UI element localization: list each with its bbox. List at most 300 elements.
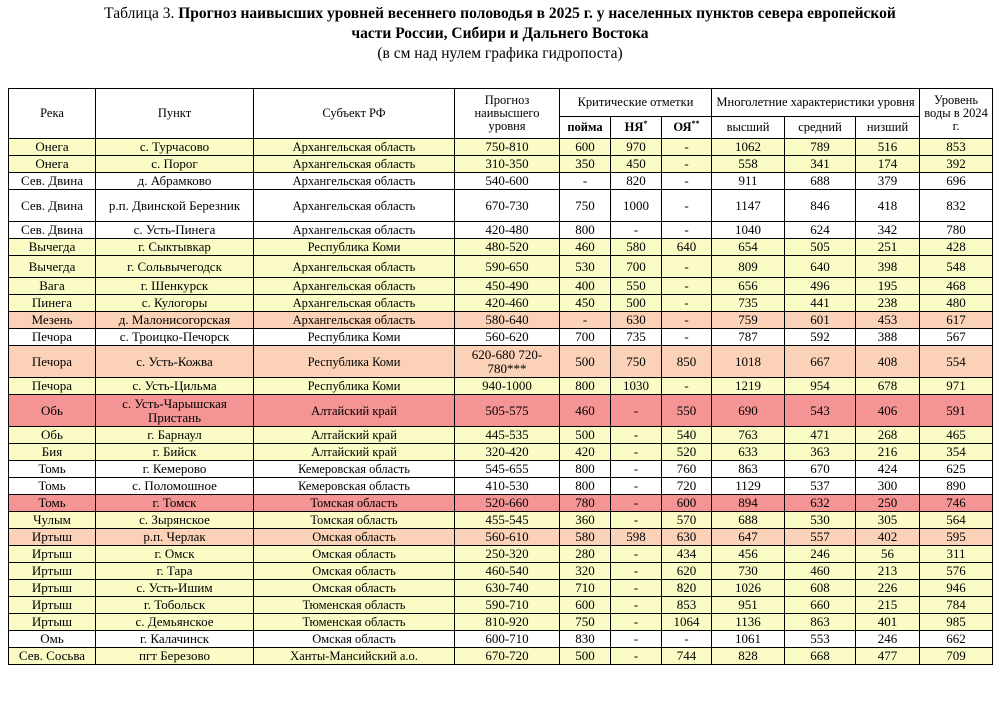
lt-low-cell: 305	[856, 512, 920, 529]
place-cell: г. Томск	[96, 495, 254, 512]
level-2024-cell: 468	[920, 278, 993, 295]
place-cell: г. Тара	[96, 563, 254, 580]
table-row	[9, 395, 993, 427]
nya-cell: 500	[611, 295, 662, 312]
table-row	[9, 444, 993, 461]
river-cell: Сев. Сосьва	[9, 648, 96, 665]
lt-high-cell: 1040	[712, 222, 785, 239]
river-cell: Онега	[9, 156, 96, 173]
lt-high-cell: 647	[712, 529, 785, 546]
oya-cell: -	[662, 190, 712, 222]
oya-cell: 630	[662, 529, 712, 546]
header-oya	[662, 117, 712, 139]
oya-cell: -	[662, 329, 712, 346]
lt-high-cell: 1136	[712, 614, 785, 631]
place-cell: с. Поломошное	[96, 478, 254, 495]
lt-low-cell: 477	[856, 648, 920, 665]
header-oya-text: ОЯ	[673, 120, 692, 134]
lt-mid-cell: 537	[785, 478, 856, 495]
table-row	[9, 461, 993, 478]
header-nya-text: НЯ	[624, 120, 644, 134]
table-row	[9, 546, 993, 563]
river-cell: Томь	[9, 495, 96, 512]
place-cell: д. Малонисогорская	[96, 312, 254, 329]
floodplain-cell: 280	[560, 546, 611, 563]
oya-cell: -	[662, 222, 712, 239]
river-cell: Иртыш	[9, 597, 96, 614]
lt-low-cell: 226	[856, 580, 920, 597]
level-2024-cell: 971	[920, 378, 993, 395]
place-cell: с. Усть-Ишим	[96, 580, 254, 597]
floodplain-cell: 460	[560, 395, 611, 427]
table-row	[9, 329, 993, 346]
nya-cell: -	[611, 563, 662, 580]
level-2024-cell: 696	[920, 173, 993, 190]
region-cell: Алтайский край	[254, 444, 455, 461]
floodplain-cell: 700	[560, 329, 611, 346]
river-cell: Печора	[9, 378, 96, 395]
table-row	[9, 312, 993, 329]
oya-cell: -	[662, 156, 712, 173]
lt-mid-cell: 341	[785, 156, 856, 173]
lt-mid-cell: 557	[785, 529, 856, 546]
forecast-cell: 630-740	[455, 580, 560, 597]
lt-low-cell: 402	[856, 529, 920, 546]
lt-high-cell: 654	[712, 239, 785, 256]
river-cell: Бия	[9, 444, 96, 461]
forecast-cell: 580-640	[455, 312, 560, 329]
lt-mid-cell: 496	[785, 278, 856, 295]
table-row	[9, 239, 993, 256]
lt-high-cell: 735	[712, 295, 785, 312]
lt-high-cell: 828	[712, 648, 785, 665]
level-2024-cell: 780	[920, 222, 993, 239]
lt-high-cell: 911	[712, 173, 785, 190]
oya-cell: 600	[662, 495, 712, 512]
river-cell: Томь	[9, 478, 96, 495]
region-cell: Архангельская область	[254, 139, 455, 156]
table-row	[9, 478, 993, 495]
lt-mid-cell: 954	[785, 378, 856, 395]
level-2024-cell: 946	[920, 580, 993, 597]
region-cell: Тюменская область	[254, 614, 455, 631]
header-level-2024: Уровень воды в 2024 г.	[920, 89, 993, 139]
table-row	[9, 529, 993, 546]
forecast-cell: 750-810	[455, 139, 560, 156]
region-cell: Республика Коми	[254, 329, 455, 346]
caption-title-part2: части России, Сибири и Дальнего Востока	[351, 25, 649, 42]
nya-cell: 820	[611, 173, 662, 190]
lt-high-cell: 759	[712, 312, 785, 329]
oya-cell: -	[662, 173, 712, 190]
lt-high-cell: 809	[712, 256, 785, 278]
region-cell: Омская область	[254, 631, 455, 648]
region-cell: Омская область	[254, 529, 455, 546]
forecast-cell: 600-710	[455, 631, 560, 648]
forecast-cell: 460-540	[455, 563, 560, 580]
level-2024-cell: 784	[920, 597, 993, 614]
river-cell: Мезень	[9, 312, 96, 329]
region-cell: Томская область	[254, 512, 455, 529]
oya-cell: 550	[662, 395, 712, 427]
nya-cell: -	[611, 546, 662, 563]
floodplain-cell: 830	[560, 631, 611, 648]
nya-cell: -	[611, 512, 662, 529]
lt-mid-cell: 363	[785, 444, 856, 461]
region-cell: Республика Коми	[254, 346, 455, 378]
river-cell: Онега	[9, 139, 96, 156]
river-cell: Иртыш	[9, 563, 96, 580]
lt-high-cell: 688	[712, 512, 785, 529]
oya-cell: -	[662, 278, 712, 295]
lt-mid-cell: 846	[785, 190, 856, 222]
oya-cell: 620	[662, 563, 712, 580]
lt-low-cell: 406	[856, 395, 920, 427]
oya-cell: -	[662, 378, 712, 395]
lt-low-cell: 213	[856, 563, 920, 580]
nya-cell: -	[611, 478, 662, 495]
floodplain-cell: 320	[560, 563, 611, 580]
floodplain-cell: 750	[560, 614, 611, 631]
table-row	[9, 563, 993, 580]
level-2024-cell: 617	[920, 312, 993, 329]
nya-cell: -	[611, 427, 662, 444]
river-cell: Иртыш	[9, 529, 96, 546]
nya-cell: 550	[611, 278, 662, 295]
lt-mid-cell: 601	[785, 312, 856, 329]
forecast-cell: 670-720	[455, 648, 560, 665]
lt-high-cell: 456	[712, 546, 785, 563]
river-cell: Сев. Двина	[9, 190, 96, 222]
level-2024-cell: 709	[920, 648, 993, 665]
nya-cell: -	[611, 580, 662, 597]
lt-high-cell: 1219	[712, 378, 785, 395]
nya-cell: 700	[611, 256, 662, 278]
place-cell: г. Сыктывкар	[96, 239, 254, 256]
lt-high-cell: 1018	[712, 346, 785, 378]
level-2024-cell: 554	[920, 346, 993, 378]
river-cell: Печора	[9, 329, 96, 346]
lt-low-cell: 268	[856, 427, 920, 444]
floodplain-cell: 500	[560, 346, 611, 378]
floodplain-cell: -	[560, 312, 611, 329]
place-cell: г. Калачинск	[96, 631, 254, 648]
floodplain-cell: 360	[560, 512, 611, 529]
place-cell: г. Тобольск	[96, 597, 254, 614]
river-cell: Сев. Двина	[9, 173, 96, 190]
region-cell: Архангельская область	[254, 190, 455, 222]
level-2024-cell: 311	[920, 546, 993, 563]
table-row	[9, 580, 993, 597]
oya-cell: -	[662, 631, 712, 648]
floodplain-cell: 800	[560, 378, 611, 395]
lt-mid-cell: 667	[785, 346, 856, 378]
place-cell: с. Усть-Пинега	[96, 222, 254, 239]
lt-low-cell: 398	[856, 256, 920, 278]
lt-low-cell: 174	[856, 156, 920, 173]
floodplain-cell: 780	[560, 495, 611, 512]
nya-cell: 970	[611, 139, 662, 156]
nya-cell: -	[611, 495, 662, 512]
nya-cell: 750	[611, 346, 662, 378]
river-cell: Сев. Двина	[9, 222, 96, 239]
level-2024-cell: 480	[920, 295, 993, 312]
region-cell: Республика Коми	[254, 378, 455, 395]
river-cell: Вага	[9, 278, 96, 295]
place-cell: р.п. Двинской Березник	[96, 190, 254, 222]
forecast-cell: 505-575	[455, 395, 560, 427]
header-lt-low: низший	[856, 117, 920, 139]
oya-cell: 1064	[662, 614, 712, 631]
region-cell: Алтайский край	[254, 395, 455, 427]
place-cell: г. Шенкурск	[96, 278, 254, 295]
header-critical: Критические отметки	[560, 89, 712, 117]
lt-mid-cell: 863	[785, 614, 856, 631]
forecast-cell: 445-535	[455, 427, 560, 444]
lt-high-cell: 1062	[712, 139, 785, 156]
table-row	[9, 156, 993, 173]
place-cell: с. Усть-Цильма	[96, 378, 254, 395]
forecast-cell: 620-680 720-780***	[455, 346, 560, 378]
lt-low-cell: 56	[856, 546, 920, 563]
place-cell: г. Сольвычегодск	[96, 256, 254, 278]
lt-low-cell: 424	[856, 461, 920, 478]
level-2024-cell: 548	[920, 256, 993, 278]
place-cell: д. Абрамково	[96, 173, 254, 190]
table-row	[9, 378, 993, 395]
forecast-cell: 590-710	[455, 597, 560, 614]
forecast-cell: 420-480	[455, 222, 560, 239]
lt-high-cell: 863	[712, 461, 785, 478]
floodplain-cell: 800	[560, 478, 611, 495]
lt-low-cell: 401	[856, 614, 920, 631]
forecast-cell: 250-320	[455, 546, 560, 563]
header-longterm: Многолетние характеристики уровня	[712, 89, 920, 117]
oya-cell: -	[662, 256, 712, 278]
lt-low-cell: 408	[856, 346, 920, 378]
header-oya-mark: **	[691, 118, 700, 128]
table-row	[9, 295, 993, 312]
lt-low-cell: 250	[856, 495, 920, 512]
place-cell: с. Усть-Кожва	[96, 346, 254, 378]
place-cell: г. Барнаул	[96, 427, 254, 444]
lt-mid-cell: 640	[785, 256, 856, 278]
nya-cell: -	[611, 444, 662, 461]
region-cell: Архангельская область	[254, 222, 455, 239]
lt-mid-cell: 592	[785, 329, 856, 346]
lt-low-cell: 678	[856, 378, 920, 395]
table-row	[9, 139, 993, 156]
oya-cell: -	[662, 295, 712, 312]
nya-cell: 598	[611, 529, 662, 546]
forecast-cell: 410-530	[455, 478, 560, 495]
lt-high-cell: 730	[712, 563, 785, 580]
level-2024-cell: 625	[920, 461, 993, 478]
floodplain-cell: 750	[560, 190, 611, 222]
lt-mid-cell: 632	[785, 495, 856, 512]
table-row	[9, 495, 993, 512]
river-cell: Иртыш	[9, 580, 96, 597]
lt-mid-cell: 543	[785, 395, 856, 427]
river-cell: Вычегда	[9, 256, 96, 278]
forecast-cell: 560-620	[455, 329, 560, 346]
place-cell: с. Усть-Чарышская Пристань	[96, 395, 254, 427]
nya-cell: -	[611, 395, 662, 427]
oya-cell: -	[662, 139, 712, 156]
header-nya	[611, 117, 662, 139]
lt-high-cell: 951	[712, 597, 785, 614]
table-row	[9, 256, 993, 278]
region-cell: Тюменская область	[254, 597, 455, 614]
caption-subtitle: (в см над нулем графика гидропоста)	[377, 45, 623, 62]
oya-cell: 850	[662, 346, 712, 378]
lt-high-cell: 633	[712, 444, 785, 461]
lt-low-cell: 251	[856, 239, 920, 256]
nya-cell: 735	[611, 329, 662, 346]
level-2024-cell: 567	[920, 329, 993, 346]
lt-high-cell: 1061	[712, 631, 785, 648]
table-body	[9, 139, 993, 665]
nya-cell: -	[611, 631, 662, 648]
place-cell: с. Порог	[96, 156, 254, 173]
forecast-cell: 480-520	[455, 239, 560, 256]
river-cell: Омь	[9, 631, 96, 648]
region-cell: Архангельская область	[254, 256, 455, 278]
lt-low-cell: 246	[856, 631, 920, 648]
forecast-table	[8, 88, 993, 665]
lt-mid-cell: 624	[785, 222, 856, 239]
oya-cell: 744	[662, 648, 712, 665]
floodplain-cell: 450	[560, 295, 611, 312]
place-cell: с. Троицко-Печорск	[96, 329, 254, 346]
place-cell: с. Кулогоры	[96, 295, 254, 312]
lt-mid-cell: 789	[785, 139, 856, 156]
header-river: Река	[9, 89, 96, 139]
floodplain-cell: 500	[560, 648, 611, 665]
forecast-cell: 310-350	[455, 156, 560, 173]
river-cell: Печора	[9, 346, 96, 378]
table-row	[9, 173, 993, 190]
level-2024-cell: 985	[920, 614, 993, 631]
region-cell: Республика Коми	[254, 239, 455, 256]
floodplain-cell: 530	[560, 256, 611, 278]
place-cell: г. Омск	[96, 546, 254, 563]
forecast-cell: 545-655	[455, 461, 560, 478]
floodplain-cell: 400	[560, 278, 611, 295]
floodplain-cell: 600	[560, 139, 611, 156]
level-2024-cell: 564	[920, 512, 993, 529]
level-2024-cell: 576	[920, 563, 993, 580]
place-cell: с. Демьянское	[96, 614, 254, 631]
oya-cell: 520	[662, 444, 712, 461]
table-row	[9, 427, 993, 444]
lt-low-cell: 516	[856, 139, 920, 156]
forecast-cell: 560-610	[455, 529, 560, 546]
river-cell: Пинега	[9, 295, 96, 312]
lt-high-cell: 1147	[712, 190, 785, 222]
lt-mid-cell: 460	[785, 563, 856, 580]
level-2024-cell: 890	[920, 478, 993, 495]
oya-cell: 570	[662, 512, 712, 529]
place-cell: р.п. Черлак	[96, 529, 254, 546]
lt-high-cell: 656	[712, 278, 785, 295]
region-cell: Алтайский край	[254, 427, 455, 444]
region-cell: Архангельская область	[254, 156, 455, 173]
table-caption	[0, 0, 1000, 64]
level-2024-cell: 746	[920, 495, 993, 512]
oya-cell: -	[662, 312, 712, 329]
oya-cell: 760	[662, 461, 712, 478]
level-2024-cell: 595	[920, 529, 993, 546]
place-cell: г. Бийск	[96, 444, 254, 461]
region-cell: Архангельская область	[254, 173, 455, 190]
river-cell: Чулым	[9, 512, 96, 529]
region-cell: Томская область	[254, 495, 455, 512]
forecast-cell: 520-660	[455, 495, 560, 512]
oya-cell: 434	[662, 546, 712, 563]
lt-high-cell: 690	[712, 395, 785, 427]
nya-cell: 1030	[611, 378, 662, 395]
table-row	[9, 346, 993, 378]
lt-high-cell: 894	[712, 495, 785, 512]
lt-low-cell: 300	[856, 478, 920, 495]
caption-title-part1: Прогноз наивысших уровней весеннего половодья в 2025 г. у населенных пунктов севера европейской	[178, 5, 896, 22]
region-cell: Архангельская область	[254, 295, 455, 312]
floodplain-cell: 460	[560, 239, 611, 256]
table-row	[9, 278, 993, 295]
forecast-cell: 590-650	[455, 256, 560, 278]
region-cell: Омская область	[254, 546, 455, 563]
lt-mid-cell: 441	[785, 295, 856, 312]
oya-cell: 820	[662, 580, 712, 597]
place-cell: г. Кемерово	[96, 461, 254, 478]
place-cell: пгт Березово	[96, 648, 254, 665]
lt-high-cell: 558	[712, 156, 785, 173]
floodplain-cell: -	[560, 173, 611, 190]
floodplain-cell: 800	[560, 222, 611, 239]
level-2024-cell: 591	[920, 395, 993, 427]
header-forecast: Прогноз наивысшего уровня	[455, 89, 560, 139]
header-floodplain: пойма	[560, 117, 611, 139]
region-cell: Кемеровская область	[254, 461, 455, 478]
region-cell: Омская область	[254, 563, 455, 580]
floodplain-cell: 710	[560, 580, 611, 597]
lt-high-cell: 763	[712, 427, 785, 444]
table-row	[9, 614, 993, 631]
nya-cell: -	[611, 648, 662, 665]
river-cell: Обь	[9, 395, 96, 427]
lt-mid-cell: 660	[785, 597, 856, 614]
river-cell: Обь	[9, 427, 96, 444]
level-2024-cell: 853	[920, 139, 993, 156]
lt-low-cell: 342	[856, 222, 920, 239]
lt-mid-cell: 530	[785, 512, 856, 529]
table-row	[9, 512, 993, 529]
region-cell: Архангельская область	[254, 278, 455, 295]
header-region: Субъект РФ	[254, 89, 455, 139]
nya-cell: -	[611, 461, 662, 478]
table-row	[9, 631, 993, 648]
river-cell: Иртыш	[9, 614, 96, 631]
floodplain-cell: 600	[560, 597, 611, 614]
header-lt-high: высший	[712, 117, 785, 139]
river-cell: Вычегда	[9, 239, 96, 256]
lt-low-cell: 388	[856, 329, 920, 346]
level-2024-cell: 392	[920, 156, 993, 173]
table-row	[9, 597, 993, 614]
header-place: Пункт	[96, 89, 254, 139]
floodplain-cell: 580	[560, 529, 611, 546]
